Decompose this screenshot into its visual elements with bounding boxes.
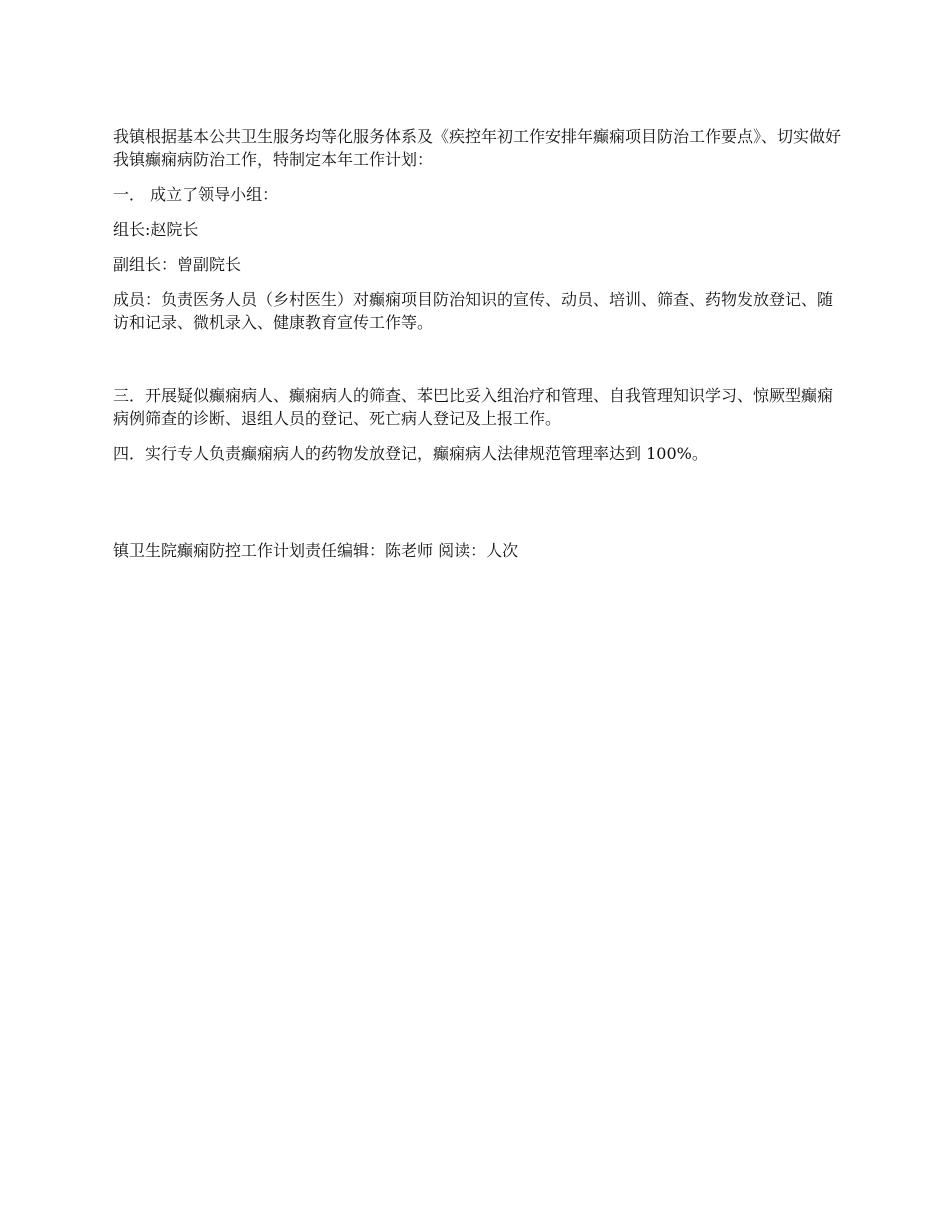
section-one-heading: 一． 成立了领导小组： xyxy=(113,185,279,204)
members-paragraph: 成员：负责医务人员（乡村医生）对癫痫项目防治知识的宣传、动员、培训、筛查、药物发放登记、随访和记录、微机录入、健康教育宣传工作等。 xyxy=(113,290,834,332)
section-three-paragraph: 三．开展疑似癫痫病人、癫痫病人的筛查、苯巴比妥入组治疗和管理、自我管理知识学习、惊厥型癫痫病例筛查的诊断、退组人员的登记、死亡病人登记及上报工作。 xyxy=(113,386,834,428)
leader-line: 组长:赵院长 xyxy=(113,220,199,239)
section-four-paragraph: 四．实行专人负责癫痫病人的药物发放登记，癫痫病人法律规范管理率达到 100%。 xyxy=(113,444,708,463)
deputy-leader-line: 副组长：曾副院长 xyxy=(113,255,242,274)
document-body xyxy=(113,125,841,574)
blank-gap xyxy=(113,346,841,384)
footer-line: 镇卫生院癫痫防控工作计划责任编辑：陈老师 阅读：人次 xyxy=(113,541,519,560)
blank-gap xyxy=(113,477,841,539)
intro-paragraph: 我镇根据基本公共卫生服务均等化服务体系及《疾控年初工作安排年癫痫项目防治工作要点》、切实做好我镇癫痫病防治工作，特制定本年工作计划： xyxy=(113,127,842,169)
